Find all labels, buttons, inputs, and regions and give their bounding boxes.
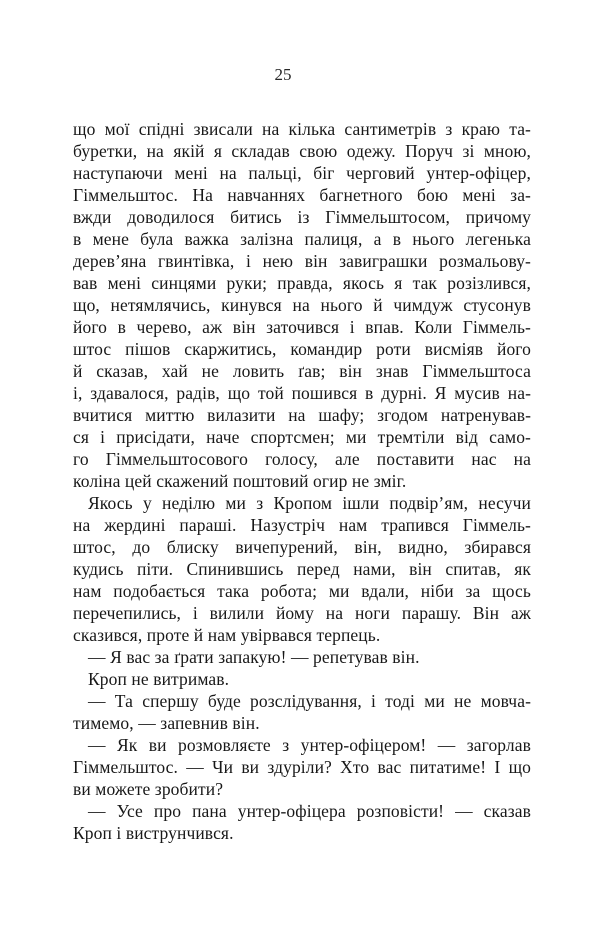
text-block bbox=[73, 118, 531, 844]
text-line: — Як ви розмовляєте з унтер-офіцером! — загорлав bbox=[88, 735, 531, 755]
text-line: ви можете зробити? bbox=[73, 779, 224, 799]
paragraph bbox=[73, 690, 531, 734]
text-line: буретки, на якій я складав свою одежу. Поруч зі мною, bbox=[73, 141, 531, 161]
text-line: що мої спідні звисали на кілька сантиметрів з краю та- bbox=[73, 119, 531, 139]
text-line: що, нетямлячись, кинувся на нього й чимдуж стусонув bbox=[73, 295, 531, 315]
text-line: Кроп і виструнчився. bbox=[73, 823, 234, 843]
paragraph bbox=[73, 734, 531, 800]
text-line: вав мені синцями руки; правда, якось я так розізлився, bbox=[73, 273, 531, 293]
text-line: — Усе про пана унтер-офіцера розповісти! — сказав bbox=[88, 801, 531, 821]
text-line: — Та спершу буде розслідування, і тоді ми не мовча- bbox=[88, 691, 531, 711]
text-line: Гіммельштос. На навчаннях багнетного бою мені за- bbox=[73, 185, 531, 205]
paragraph bbox=[73, 646, 531, 668]
text-line: вчитися миттю вилазити на шафу; згодом натренував- bbox=[73, 405, 531, 425]
text-line: і, здавалося, радів, що той пошився в дурні. Я мусив на- bbox=[73, 383, 531, 403]
text-line: сказився, проте й нам увірвався терпець. bbox=[73, 625, 381, 645]
text-line: Якось у неділю ми з Кропом ішли подвір’ям, несучи bbox=[88, 493, 531, 513]
paragraph bbox=[73, 492, 531, 646]
text-line: вжди доводилося битись із Гіммельштосом, причому bbox=[73, 207, 531, 227]
text-line: нам подобається така робота; ми вдали, ніби за щось bbox=[73, 581, 531, 601]
text-line: ся і присідати, наче спортсмен; ми тремтіли від само- bbox=[73, 427, 531, 447]
text-line: перечепились, і вилили йому на ноги парашу. Він аж bbox=[73, 603, 531, 623]
text-line: на жердині параші. Назустріч нам трапився Гіммель- bbox=[73, 515, 531, 535]
text-line: наступаючи мені на пальці, біг черговий унтер-офіцер, bbox=[73, 163, 531, 183]
text-line: тимемо, — запевнив він. bbox=[73, 713, 260, 733]
paragraph bbox=[73, 118, 531, 492]
text-line: го Гіммельштосового голосу, але поставити нас на bbox=[73, 449, 531, 469]
text-line: коліна цей скажений поштовий огир не зміг. bbox=[73, 471, 407, 491]
text-line: кудись піти. Спинившись перед нами, він спитав, як bbox=[73, 559, 531, 579]
text-line: його в черево, аж він заточився і впав. Коли Гіммель- bbox=[73, 317, 531, 337]
page-number: 25 bbox=[274, 65, 292, 84]
text-line: Кроп не витримав. bbox=[88, 669, 230, 689]
text-line: Гіммельштос. — Чи ви здуріли? Хто вас питатиме! І що bbox=[73, 757, 531, 777]
text-line: штос пішов скаржитись, командир роти висміяв його bbox=[73, 339, 531, 359]
text-line: — Я вас за ґрати запакую! — репетував він. bbox=[88, 647, 420, 667]
text-line: дерев’яна гвинтівка, і нею він завиграшки розмальову- bbox=[73, 251, 531, 271]
paragraph bbox=[73, 668, 531, 690]
text-line: штос, до блиску вичепурений, він, видно, збирався bbox=[73, 537, 531, 557]
paragraph bbox=[73, 800, 531, 844]
text-line: й сказав, хай не ловить ґав; він знав Гіммельштоса bbox=[73, 361, 531, 381]
text-line: в мене була важка залізна палиця, а в нього легенька bbox=[73, 229, 531, 249]
